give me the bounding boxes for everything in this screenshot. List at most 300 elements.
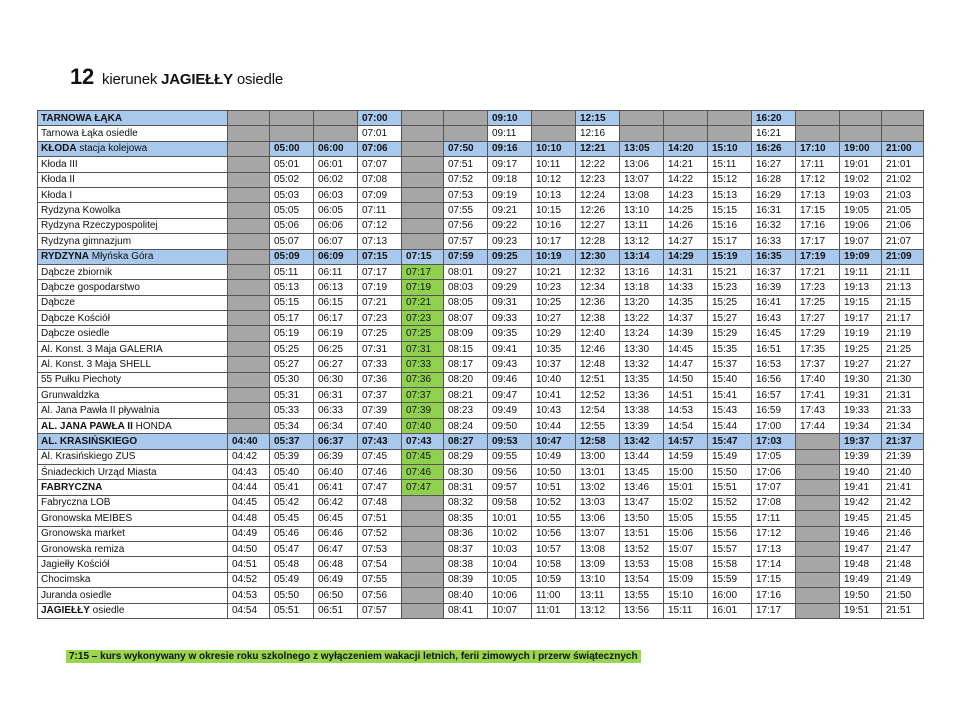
footnote: 7:15 – kurs wykonywany w okresie roku szkolnego z wyłączeniem wakacji letnich, ferii zimowych i przerw świątecznych [66, 650, 641, 663]
departure-time [228, 372, 270, 387]
stop-name-regular: Al. Jana Pawła II pływalnia [41, 405, 160, 417]
stop-name-bold: AL. JANA PAWŁA II [41, 420, 133, 432]
departure-time: 09:17 [488, 157, 532, 172]
table-row [38, 480, 924, 495]
departure-time [796, 572, 840, 587]
departure-time: 19:46 [840, 526, 882, 541]
stop-name [38, 218, 228, 233]
stop-name-regular: Al. Krasińskiego ZUS [41, 451, 136, 463]
stop-name-bold: RYDZYNA [41, 251, 89, 263]
departure-time: 12:30 [576, 249, 620, 264]
departure-time: 07:11 [358, 203, 402, 218]
table-row [38, 234, 924, 249]
departure-time: 10:50 [532, 464, 576, 479]
departure-time: 06:25 [314, 341, 358, 356]
departure-time: 21:39 [882, 449, 924, 464]
line-number: 12 [70, 64, 95, 89]
departure-time: 14:31 [664, 264, 708, 279]
departure-time [228, 341, 270, 356]
departure-time [228, 326, 270, 341]
departure-time: 12:51 [576, 372, 620, 387]
departure-time: 12:15 [576, 111, 620, 126]
departure-time: 16:31 [752, 203, 796, 218]
table-row [38, 326, 924, 341]
departure-time: 07:47 [402, 480, 444, 495]
departure-time: 09:35 [488, 326, 532, 341]
departure-time: 17:07 [752, 480, 796, 495]
departure-time: 15:59 [708, 572, 752, 587]
departure-time: 07:59 [444, 249, 488, 264]
departure-time [402, 603, 444, 618]
departure-time: 10:02 [488, 526, 532, 541]
table-row [38, 264, 924, 279]
stop-name-regular: HONDA [132, 420, 172, 432]
stop-name [38, 541, 228, 556]
table-row [38, 603, 924, 618]
stop-name-regular: Młyńska Góra [88, 251, 154, 263]
departure-time: 09:50 [488, 418, 532, 433]
departure-time: 05:46 [270, 526, 314, 541]
departure-time [444, 111, 488, 126]
departure-time: 05:15 [270, 295, 314, 310]
departure-time: 17:15 [752, 572, 796, 587]
departure-time: 17:41 [796, 388, 840, 403]
departure-time: 13:39 [620, 418, 664, 433]
departure-time: 15:16 [708, 218, 752, 233]
departure-time: 14:53 [664, 403, 708, 418]
departure-time [882, 126, 924, 141]
departure-time [796, 449, 840, 464]
departure-time: 05:05 [270, 203, 314, 218]
departure-time: 08:03 [444, 280, 488, 295]
departure-time: 11:00 [532, 588, 576, 603]
departure-time: 13:08 [620, 187, 664, 202]
departure-time: 16:45 [752, 326, 796, 341]
departure-time: 13:01 [576, 464, 620, 479]
departure-time: 06:02 [314, 172, 358, 187]
direction-label: kierunek [102, 71, 158, 88]
departure-time: 07:57 [358, 603, 402, 618]
departure-time: 21:34 [882, 418, 924, 433]
departure-time: 07:45 [358, 449, 402, 464]
stop-name-bold: TARNOWA ŁĄKA [41, 112, 123, 124]
departure-time: 15:56 [708, 526, 752, 541]
departure-time: 15:09 [664, 572, 708, 587]
departure-time: 12:36 [576, 295, 620, 310]
departure-time: 15:07 [664, 541, 708, 556]
departure-time: 16:00 [708, 588, 752, 603]
stop-name [38, 388, 228, 403]
departure-time: 15:10 [664, 588, 708, 603]
departure-time: 13:00 [576, 449, 620, 464]
departure-time: 05:33 [270, 403, 314, 418]
stop-name-regular: Dąbcze gospodarstwo [41, 281, 140, 293]
departure-time: 08:17 [444, 357, 488, 372]
departure-time: 13:54 [620, 572, 664, 587]
departure-time: 21:30 [882, 372, 924, 387]
departure-time: 19:48 [840, 557, 882, 572]
departure-time: 16:29 [752, 187, 796, 202]
departure-time: 12:46 [576, 341, 620, 356]
departure-time: 14:22 [664, 172, 708, 187]
departure-time: 19:06 [840, 218, 882, 233]
departure-time: 15:55 [708, 511, 752, 526]
departure-time: 09:21 [488, 203, 532, 218]
departure-time: 15:19 [708, 249, 752, 264]
departure-time: 07:33 [402, 357, 444, 372]
table-row [38, 464, 924, 479]
departure-time: 21:02 [882, 172, 924, 187]
departure-time: 07:23 [402, 311, 444, 326]
departure-time: 19:07 [840, 234, 882, 249]
departure-time [228, 418, 270, 433]
departure-time: 10:03 [488, 541, 532, 556]
departure-time: 14:29 [664, 249, 708, 264]
departure-time: 09:23 [488, 234, 532, 249]
departure-time: 10:25 [532, 295, 576, 310]
departure-time: 15:08 [664, 557, 708, 572]
departure-time: 16:39 [752, 280, 796, 295]
departure-time: 13:50 [620, 511, 664, 526]
departure-time: 05:30 [270, 372, 314, 387]
departure-time [796, 588, 840, 603]
departure-time: 05:47 [270, 541, 314, 556]
departure-time: 21:47 [882, 541, 924, 556]
departure-time: 12:22 [576, 157, 620, 172]
departure-time: 07:23 [358, 311, 402, 326]
departure-time: 12:34 [576, 280, 620, 295]
departure-time: 16:26 [752, 141, 796, 156]
departure-time: 10:10 [532, 141, 576, 156]
departure-time: 06:17 [314, 311, 358, 326]
departure-time: 21:51 [882, 603, 924, 618]
departure-time: 10:40 [532, 372, 576, 387]
departure-time: 10:58 [532, 557, 576, 572]
departure-time: 15:41 [708, 388, 752, 403]
table-row [38, 341, 924, 356]
departure-time: 19:03 [840, 187, 882, 202]
departure-time: 05:48 [270, 557, 314, 572]
stop-name-regular: Kłoda II [41, 174, 75, 186]
departure-time: 08:23 [444, 403, 488, 418]
departure-time: 13:38 [620, 403, 664, 418]
stop-name-regular: Al. Konst. 3 Maja GALERIA [41, 343, 163, 355]
departure-time: 14:27 [664, 234, 708, 249]
departure-time [402, 126, 444, 141]
departure-time [796, 111, 840, 126]
table-row [38, 203, 924, 218]
departure-time: 10:49 [532, 449, 576, 464]
departure-time: 08:35 [444, 511, 488, 526]
departure-time: 06:47 [314, 541, 358, 556]
stop-name [38, 572, 228, 587]
departure-time: 17:12 [752, 526, 796, 541]
departure-time: 07:54 [358, 557, 402, 572]
departure-time: 12:38 [576, 311, 620, 326]
departure-time: 07:52 [358, 526, 402, 541]
departure-time: 06:15 [314, 295, 358, 310]
departure-time [796, 434, 840, 449]
departure-time: 05:45 [270, 511, 314, 526]
departure-time: 07:40 [358, 418, 402, 433]
departure-time: 05:37 [270, 434, 314, 449]
departure-time: 21:05 [882, 203, 924, 218]
departure-time: 17:16 [796, 218, 840, 233]
departure-time: 21:40 [882, 464, 924, 479]
departure-time: 19:33 [840, 403, 882, 418]
departure-time: 07:25 [358, 326, 402, 341]
table-row [38, 187, 924, 202]
departure-time: 07:53 [444, 187, 488, 202]
departure-time: 09:57 [488, 480, 532, 495]
departure-time [882, 111, 924, 126]
departure-time: 09:18 [488, 172, 532, 187]
departure-time: 19:11 [840, 264, 882, 279]
departure-time: 12:24 [576, 187, 620, 202]
departure-time: 09:11 [488, 126, 532, 141]
stop-name [38, 403, 228, 418]
departure-time: 16:35 [752, 249, 796, 264]
departure-time [532, 126, 576, 141]
departure-time [228, 187, 270, 202]
departure-time: 05:34 [270, 418, 314, 433]
departure-time: 09:31 [488, 295, 532, 310]
departure-time: 21:01 [882, 157, 924, 172]
stop-name-regular: stacja kolejowa [76, 143, 148, 155]
departure-time [402, 187, 444, 202]
departure-time: 15:06 [664, 526, 708, 541]
departure-time: 16:01 [708, 603, 752, 618]
departure-time: 19:05 [840, 203, 882, 218]
departure-time: 07:33 [358, 357, 402, 372]
departure-time: 08:32 [444, 495, 488, 510]
departure-time [314, 111, 358, 126]
departure-time: 19:31 [840, 388, 882, 403]
departure-time: 19:17 [840, 311, 882, 326]
departure-time: 16:37 [752, 264, 796, 279]
departure-time: 06:46 [314, 526, 358, 541]
departure-time: 10:27 [532, 311, 576, 326]
departure-time: 17:43 [796, 403, 840, 418]
departure-time: 07:37 [358, 388, 402, 403]
departure-time: 13:44 [620, 449, 664, 464]
departure-time: 06:00 [314, 141, 358, 156]
stop-name-regular: Rydzyna gimnazjum [41, 235, 132, 247]
departure-time: 10:55 [532, 511, 576, 526]
departure-time [402, 541, 444, 556]
departure-time: 09:56 [488, 464, 532, 479]
departure-time [796, 126, 840, 141]
departure-time [228, 157, 270, 172]
table-row [38, 511, 924, 526]
departure-time: 21:07 [882, 234, 924, 249]
departure-time: 15:01 [664, 480, 708, 495]
departure-time: 21:37 [882, 434, 924, 449]
departure-time: 10:17 [532, 234, 576, 249]
departure-time [402, 588, 444, 603]
destination-name: JAGIEŁŁY [161, 71, 233, 88]
departure-time: 14:47 [664, 357, 708, 372]
departure-time: 15:43 [708, 403, 752, 418]
departure-time: 13:07 [620, 172, 664, 187]
departure-time: 06:27 [314, 357, 358, 372]
departure-time: 08:40 [444, 588, 488, 603]
departure-time: 06:09 [314, 249, 358, 264]
departure-time: 10:19 [532, 249, 576, 264]
departure-time: 09:58 [488, 495, 532, 510]
departure-time: 07:36 [402, 372, 444, 387]
departure-time [796, 603, 840, 618]
table-row [38, 434, 924, 449]
departure-time: 19:30 [840, 372, 882, 387]
departure-time: 13:47 [620, 495, 664, 510]
stop-name [38, 557, 228, 572]
departure-time [620, 111, 664, 126]
departure-time: 07:17 [402, 264, 444, 279]
departure-time: 15:10 [708, 141, 752, 156]
table-row [38, 249, 924, 264]
stop-name [38, 357, 228, 372]
departure-time: 04:43 [228, 464, 270, 479]
departure-time: 12:28 [576, 234, 620, 249]
departure-time: 13:20 [620, 295, 664, 310]
departure-time: 21:49 [882, 572, 924, 587]
departure-time: 13:36 [620, 388, 664, 403]
departure-time: 06:33 [314, 403, 358, 418]
stop-name-regular: Jagiełły Kościół [41, 559, 110, 571]
departure-time: 21:46 [882, 526, 924, 541]
stop-name [38, 295, 228, 310]
departure-time: 17:17 [796, 234, 840, 249]
departure-time: 12:23 [576, 172, 620, 187]
departure-time: 08:39 [444, 572, 488, 587]
departure-time [228, 311, 270, 326]
stop-name [38, 234, 228, 249]
departure-time [840, 126, 882, 141]
departure-time: 06:49 [314, 572, 358, 587]
departure-time: 21:11 [882, 264, 924, 279]
departure-time: 05:06 [270, 218, 314, 233]
departure-time: 07:46 [402, 464, 444, 479]
departure-time: 07:53 [358, 541, 402, 556]
table-row [38, 111, 924, 126]
departure-time: 06:48 [314, 557, 358, 572]
departure-time [228, 218, 270, 233]
departure-time: 08:07 [444, 311, 488, 326]
departure-time: 15:40 [708, 372, 752, 387]
departure-time: 13:09 [576, 557, 620, 572]
destination-suffix: osiedle [236, 71, 283, 88]
departure-time [664, 126, 708, 141]
departure-time: 07:25 [402, 326, 444, 341]
departure-time: 19:19 [840, 326, 882, 341]
departure-time: 05:27 [270, 357, 314, 372]
departure-time: 17:16 [752, 588, 796, 603]
departure-time [708, 126, 752, 141]
departure-time: 14:35 [664, 295, 708, 310]
departure-time: 09:43 [488, 357, 532, 372]
departure-time: 15:13 [708, 187, 752, 202]
departure-time: 07:50 [444, 141, 488, 156]
stop-name-regular: Gronowska MEIBES [41, 512, 133, 524]
departure-time: 21:27 [882, 357, 924, 372]
stop-name-regular: Grunwaldzka [41, 389, 100, 401]
departure-time: 21:33 [882, 403, 924, 418]
page-title [70, 64, 283, 90]
departure-time: 15:25 [708, 295, 752, 310]
departure-time: 06:51 [314, 603, 358, 618]
departure-time: 19:01 [840, 157, 882, 172]
departure-time: 10:12 [532, 172, 576, 187]
table-row [38, 295, 924, 310]
stop-name-regular: Śniadeckich Urząd Miasta [41, 466, 157, 478]
departure-time: 19:49 [840, 572, 882, 587]
departure-time: 13:02 [576, 480, 620, 495]
departure-time: 05:49 [270, 572, 314, 587]
departure-time: 15:00 [664, 464, 708, 479]
departure-time: 13:35 [620, 372, 664, 387]
departure-time: 14:39 [664, 326, 708, 341]
departure-time: 07:07 [358, 157, 402, 172]
departure-time: 13:45 [620, 464, 664, 479]
departure-time: 04:44 [228, 480, 270, 495]
departure-time: 07:31 [402, 341, 444, 356]
departure-time: 07:48 [358, 495, 402, 510]
departure-time: 06:11 [314, 264, 358, 279]
departure-time: 15:11 [708, 157, 752, 172]
departure-time: 10:47 [532, 434, 576, 449]
departure-time [402, 526, 444, 541]
departure-time: 08:27 [444, 434, 488, 449]
departure-time: 08:05 [444, 295, 488, 310]
departure-time: 07:39 [402, 403, 444, 418]
departure-time: 16:28 [752, 172, 796, 187]
departure-time: 07:21 [402, 295, 444, 310]
departure-time: 05:01 [270, 157, 314, 172]
departure-time: 15:44 [708, 418, 752, 433]
departure-time: 07:15 [358, 249, 402, 264]
departure-time: 13:55 [620, 588, 664, 603]
departure-time: 15:23 [708, 280, 752, 295]
departure-time: 13:56 [620, 603, 664, 618]
departure-time: 17:23 [796, 280, 840, 295]
departure-time: 19:42 [840, 495, 882, 510]
departure-time: 12:55 [576, 418, 620, 433]
departure-time: 21:15 [882, 295, 924, 310]
stop-name-bold: AL. KRASIŃSKIEGO [41, 435, 138, 447]
departure-time: 10:05 [488, 572, 532, 587]
table-row [38, 372, 924, 387]
departure-time: 13:11 [576, 588, 620, 603]
departure-time: 06:40 [314, 464, 358, 479]
departure-time: 07:56 [444, 218, 488, 233]
departure-time: 07:46 [358, 464, 402, 479]
departure-time: 14:45 [664, 341, 708, 356]
departure-time: 17:14 [752, 557, 796, 572]
departure-time: 17:11 [752, 511, 796, 526]
departure-time: 13:03 [576, 495, 620, 510]
departure-time: 06:45 [314, 511, 358, 526]
departure-time [708, 111, 752, 126]
departure-time: 09:49 [488, 403, 532, 418]
departure-time: 05:13 [270, 280, 314, 295]
departure-time: 15:37 [708, 357, 752, 372]
departure-time: 13:46 [620, 480, 664, 495]
departure-time: 14:54 [664, 418, 708, 433]
departure-time: 19:50 [840, 588, 882, 603]
table-row [38, 311, 924, 326]
departure-time: 19:47 [840, 541, 882, 556]
